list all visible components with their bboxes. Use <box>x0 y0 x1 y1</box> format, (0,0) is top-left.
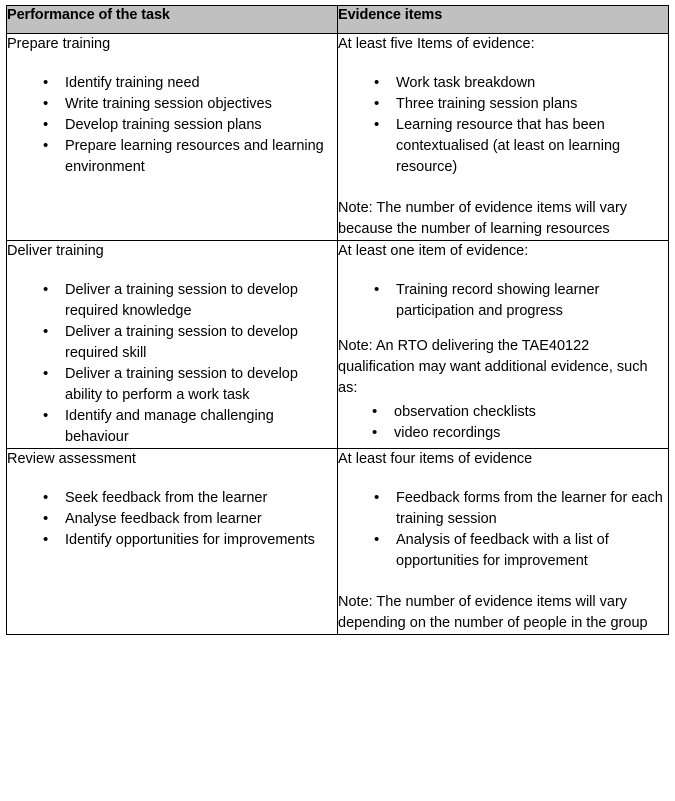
task-title: Deliver training <box>7 243 104 259</box>
list-item: • Write training session objectives <box>7 94 337 115</box>
evidence-lead: At least four items of evidence <box>338 451 533 467</box>
list-item: • Identify training need <box>7 73 337 94</box>
list-item: • observation checklists <box>338 402 668 423</box>
performance-cell <box>7 241 338 449</box>
table-row <box>7 241 669 449</box>
evidence-bullet-list <box>338 488 668 572</box>
evidence-requirements-table <box>6 5 669 635</box>
evidence-lead: At least one item of evidence: <box>338 243 529 259</box>
performance-cell <box>7 449 338 635</box>
task-title: Review assessment <box>7 451 136 467</box>
table-row <box>7 449 669 635</box>
list-item: • Training record showing learner participation and progress <box>338 280 668 322</box>
list-item: • video recordings <box>338 423 668 444</box>
task-bullet-list <box>7 488 337 551</box>
list-item: • Seek feedback from the learner <box>7 488 337 509</box>
evidence-cell <box>338 241 669 449</box>
list-item: • Identify and manage challenging behaviour <box>7 406 337 448</box>
list-item: • Analyse feedback from learner <box>7 509 337 530</box>
table-header <box>7 6 669 34</box>
task-bullet-list <box>7 280 337 448</box>
table-row <box>7 34 669 241</box>
evidence-note: Note: The number of evidence items will vary depending on the number of people in the group <box>338 594 648 631</box>
table-body <box>7 34 669 635</box>
performance-cell <box>7 34 338 241</box>
list-item: • Feedback forms from the learner for each training session <box>338 488 668 530</box>
evidence-bullet-list <box>338 280 668 322</box>
list-item: • Prepare learning resources and learning environment <box>7 136 337 178</box>
list-item: • Deliver a training session to develop required skill <box>7 322 337 364</box>
evidence-cell <box>338 34 669 241</box>
task-title: Prepare training <box>7 36 111 52</box>
list-item: • Work task breakdown <box>338 73 668 94</box>
header-row <box>7 6 669 34</box>
evidence-bullet-list <box>338 73 668 178</box>
list-item: • Deliver a training session to develop ability to perform a work task <box>7 364 337 406</box>
evidence-note: Note: An RTO delivering the TAE40122 qualification may want additional evidence, such as: <box>338 338 648 396</box>
list-item: • Learning resource that has been contextualised (at least on learning resource) <box>338 115 668 178</box>
list-item: • Three training session plans <box>338 94 668 115</box>
evidence-cell <box>338 449 669 635</box>
evidence-note: Note: The number of evidence items will vary because the number of learning resources <box>338 200 628 237</box>
list-item: • Develop training session plans <box>7 115 337 136</box>
task-bullet-list <box>7 73 337 178</box>
list-item: • Analysis of feedback with a list of opportunities for improvement <box>338 530 668 572</box>
evidence-note-bullet-list <box>338 402 668 444</box>
list-item: • Identify opportunities for improvements <box>7 530 337 551</box>
list-item: • Deliver a training session to develop required knowledge <box>7 280 337 322</box>
evidence-lead: At least five Items of evidence: <box>338 36 535 52</box>
column-header-evidence: Evidence items <box>338 6 669 34</box>
column-header-performance: Performance of the task <box>7 6 338 34</box>
